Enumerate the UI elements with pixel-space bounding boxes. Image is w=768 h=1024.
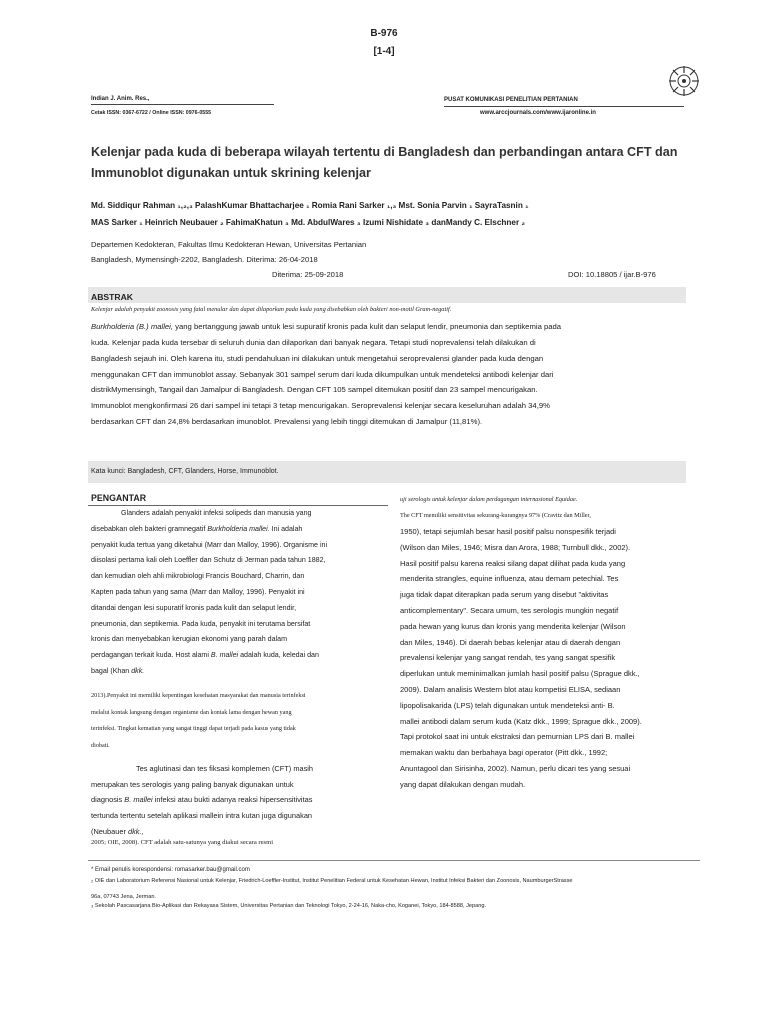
intro-paragraph-1: Glanders adalah penyakit infeksi solipeds dan manusia yang disebabkan oleh bakteri gramnegatif Burkholderia mallei. Ini adalah penyakit kuda tertua yang diketahui (Marr dan Malloy, 1996). Organisme ini diisolasi pertama kali oleh Loeffler dan Schutz di Jerman pada tahun 1882, dan kemudian oleh ahli mikrobiologi Francis Bouchard, Charrin, dan Kapten pada tahun yang sama (Marr dan Malloy, 1996). Penyakit ini ditandai dengan lesi supuratif kronis pada kulit dan selaput lendir, pneumonia, dan septikemia. Pada kuda, penyakit ini terutama bersifat kronis dan menyebabkan kerugian ekonomi yang parah dalam perdagangan terkait kuda. Host alami B. mallei adalah kuda, keledai dan bagal (Khan dkk. [91,509,328,675]
authors-line-2: MAS Sarker ₁ Heinrich Neubauer ₂ FahimaKhatun ₃ Md. AbdulWares ₃ Izumi Nishidate ₃ danMandy C. Elschner ₂ [91,218,526,227]
keywords: Kata kunci: Bangladesh, CFT, Glanders, Horse, Immunoblot. [91,468,279,475]
right-line-1: uji serologis untuk kelenjar dalam perdagangan internasional Equidae. [400,496,578,503]
abstract-line-5: menggunakan CFT dan immunoblot assay. Sebanyak 301 sampel serum dari kuda dikumpulkan untuk mendeteksi antibodi kelenjar dari [91,370,554,379]
journal-name: Indian J. Anim. Res., [91,96,150,102]
issn: Cetak ISSN: 0367-6722 / Online ISSN: 0976-0555 [91,110,212,116]
abstract-line-7: Immunoblot mengkonfirmasi 26 dari sampel ini tetapi 3 tetap mencurigakan. Seroprevalensi kelenjar secara keseluruhan adalah 34,9% [91,401,550,410]
arcc-emblem-icon [667,64,701,98]
right-line-13: 2009). Dalam analisis Western blot atau kompetisi ELISA, sediaan [400,684,621,694]
authors-line-1: Md. Siddiqur Rahman ₁,₂,₃ PalashKumar Bhattacharjee ₁ Romia Rani Sarker ₁,₃ Mst. Sonia Parvin ₁ SayraTasnin ₁ [91,201,529,210]
abstract-line-8: berdasarkan CFT dan 24,8% berdasarkan imunoblot. Prevalensi yang lebih tinggi ditemukan di Jamalpur (11,81%). [91,417,483,426]
right-line-5: Hasil positif palsu karena reaksi silang dapat dilihat pada kuda yang [400,558,626,568]
doi: DOI: 10.18805 / ijar.B-976 [568,270,656,279]
right-line-9: pada hewan yang kurus dan kronis yang menderita kelenjar (Wilson [400,621,626,631]
right-line-19: yang dapat dilakukan dengan mudah. [400,779,526,789]
right-line-11: prevalensi kelenjar yang sangat rendah, tes yang sangat spesifik [400,653,616,663]
footnote-jena: 96a, 07743 Jena, Jerman. [91,894,156,900]
right-line-18: Anuntagool dan Sirisinha, 2002). Namun, perlu dicari tes yang sesuai [400,763,631,773]
footnote-email: * Email penulis korespondensi: romasarker.bau@gmail.com [91,867,250,873]
right-column [400,492,690,793]
intro-paragraph-3: Tes aglutinasi dan tes fiksasi komplemen (CFT) masih merupakan tes serologis yang paling banyak digunakan untuk diagnosis B. mallei infeksi atau bukti adanya reaksi hipersensitivitas tertunda tertentu setelah aplikasi mallein intra kutan juga digunakan (Neubauer dkk., [91,764,314,836]
abstract-line-3: kuda. Kelenjar pada kuda tersebar di seluruh dunia dan dilaporkan dari banyak negara. Tetapi studi noprevalensi telah dilakukan di [91,338,536,347]
right-line-15: mallei antibodi dalam serum kuda (Katz dkk., 1999; Sprague dkk., 2009). [400,716,642,726]
footnote-oie: ₂ OIE dan Laboratorium Referensi Nasional untuk Kelenjar, Friedrich-Loeffler-Institut, Institut Penelitian Federal untuk Kesehatan Hewan, Institut Infeksi Bakteri dan Zoonosis, NaumburgerStrasse [91,878,573,884]
abstract-line-6: distrikMymensingh, Tangail dan Jamalpur di Bangladesh. Dengan CFT 105 sampel ditemukan positif dan 23 sampel mencurigakan. [91,385,538,394]
right-line-7: juga tidak dapat diterapkan pada serum yang disebut "aktivitas [400,590,609,600]
right-line-4: (Wilson dan Miles, 1946; Misra dan Arora, 1988; Turnbull dkk., 2002). [400,542,631,552]
right-line-2: The CFT memiliki sensitivitas sekurang-kurangnya 97% (Cravitz dan Miller, [400,512,591,519]
abstract-line-1: Kelenjar adalah penyakit zoonosis yang fatal menular dan dapat dilaporkan pada kuda yang disebabkan oleh bakteri non-motil Gram-negatif. [91,306,452,313]
intro-heading: PENGANTAR [91,493,147,503]
publisher-center: PUSAT KOMUNIKASI PENELITIAN PERTANIAN [444,97,578,103]
right-line-6: menderita strangles, equine influenza, atau demam petechial. Tes [400,574,619,584]
page-range: [1-4] [373,46,395,57]
right-line-12: diperlukan untuk meminimalkan jumlah hasil positif palsu (Sprague dkk., [400,669,640,679]
footnote-rule [88,860,700,861]
title-line-2: Immunoblot digunakan untuk skrining kelenjar [91,166,371,180]
intro-paragraph-2: 2013).Penyakit ini memiliki kepentingan kesehatan masyarakat dan manusia terinfeksi melalui kontak langsung dengan organisme dan kontak lama dengan hewan yang terinfeksi. Tingkat kematian yang sangat tinggi dapat terjadi pada kasus yang tidak diobati. [91,692,306,749]
abstract-line-4: Bangladesh sejauh ini. Oleh karena itu, studi pendahuluan ini dilakukan untuk mengetahui seroprevalensi glander pada kuda dengan [91,354,544,363]
footnote-tokyo: ₃ Sekolah Pascasarjana Bio-Aplikasi dan Rekayasa Sistem, Universitas Pertanian dan Teknologi Tokyo, 2-24-16, Naka-cho, Koganei, Tokyo, 184-8588, Jepang. [91,903,487,909]
abstract-heading-bar [88,287,686,303]
right-line-16: Tapi protokol saat ini untuk ekstraksi dan pemurnian LPS dari B. mallei [400,732,635,742]
accepted-date: Diterima: 25-09-2018 [272,270,344,279]
right-line-10: dan Miles, 1946). Di daerah bebas kelenjar atau di daerah dengan [400,637,621,647]
paper-code: B-976 [370,28,398,39]
affiliation-line-1: Departemen Kedokteran, Fakultas Ilmu Kedokteran Hewan, Universitas Pertanian [91,240,367,249]
affiliation-line-2: Bangladesh, Mymensingh-2202, Bangladesh. Diterima: 26-04-2018 [91,255,318,264]
title-line-1: Kelenjar pada kuda di beberapa wilayah tertentu di Bangladesh dan perbandingan antara CFT dan [91,145,678,159]
abstract-line-2: Burkholderia (B.) mallei, yang bertanggung jawab untuk lesi supuratif kronis pada kulit dan selaput lendir, pneumonia dan septikemia pada [91,322,562,331]
right-line-17: memakan waktu dan berbahaya bagi operator (Pitt dkk., 1992; [400,748,608,758]
website: www.arccjournals.com/www.ijaronline.in [480,110,596,116]
abstract-heading: ABSTRAK [91,292,134,302]
header-rule-left [91,104,274,105]
intro-paragraph-3-end: 2005; OIE, 2008). CFT adalah satu-satunya yang diakui secara resmi [91,839,274,846]
right-line-8: anticomplementary". Secara umum, tes serologis mungkin negatif [400,605,619,615]
header-rule-right [444,106,684,107]
right-line-14: lipopolisakarida (LPS) telah digunakan untuk mendeteksi anti- B. [400,700,615,710]
right-line-3: 1950), tetapi sejumlah besar hasil positif palsu nonspesifik terjadi [400,527,616,536]
